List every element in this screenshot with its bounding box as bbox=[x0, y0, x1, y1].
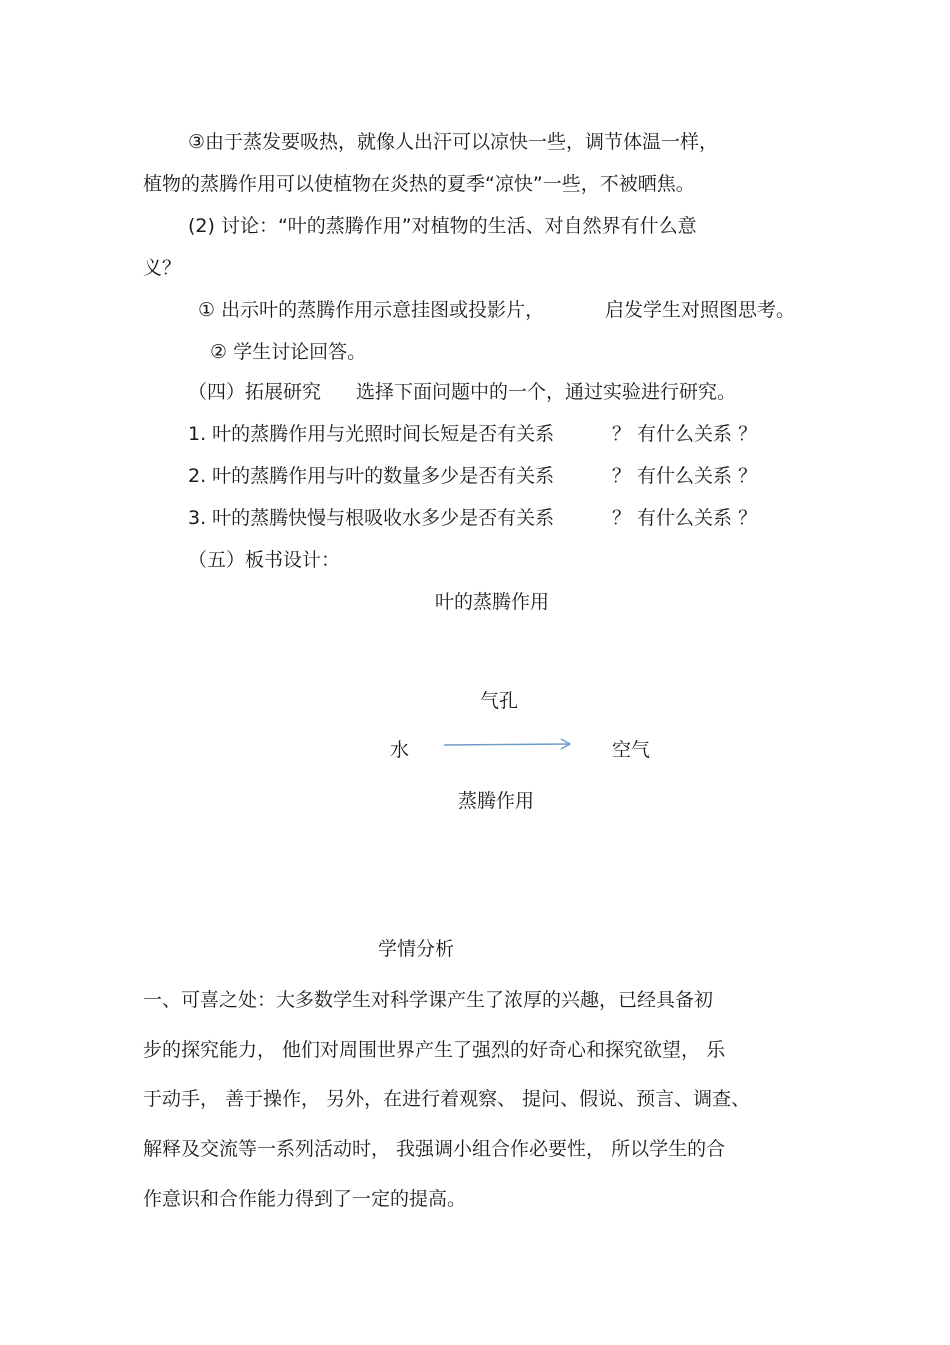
board-heading: （五）板书设计： bbox=[188, 549, 341, 571]
point3-line2: 植物的蒸腾作用可以使植物在炎热的夏季“凉快”一些，不被晒焦。 bbox=[143, 173, 695, 195]
discussion-sub1-tail: 启发学生对照图思考。 bbox=[605, 299, 796, 321]
analysis-line-4: 解释及交流等一系列活动时， 我强调小组合作必要性， 所以学生的合 bbox=[143, 1138, 726, 1160]
discussion-line2: 义？ bbox=[143, 257, 182, 279]
extension-item-2: 2. 叶的蒸腾作用与叶的数量多少是否有关系 bbox=[188, 465, 555, 487]
discussion-sub1: ① 出示叶的蒸腾作用示意挂图或投影片， bbox=[198, 299, 545, 321]
board-arrow-icon bbox=[440, 732, 580, 756]
analysis-title: 学情分析 bbox=[378, 938, 455, 960]
analysis-line-3: 于动手， 善于操作， 另外，在进行着观察、 提问、假说、预言、调查、 bbox=[143, 1088, 751, 1110]
board-left-label: 水 bbox=[390, 739, 410, 761]
discussion-line1: (2) 讨论：“叶的蒸腾作用”对植物的生活、对自然界有什么意 bbox=[188, 215, 697, 237]
extension-item-1: 1. 叶的蒸腾作用与光照时间长短是否有关系 bbox=[188, 423, 555, 445]
extension-heading: （四）拓展研究 bbox=[188, 381, 322, 403]
board-top-label: 气孔 bbox=[480, 690, 519, 712]
point3-line1: ③由于蒸发要吸热，就像人出汗可以凉快一些，调节体温一样， bbox=[188, 131, 719, 153]
board-title: 叶的蒸腾作用 bbox=[434, 591, 549, 613]
extension-item-1-follow: ？ 有什么关系 ？ bbox=[612, 423, 758, 445]
board-bottom-label: 蒸腾作用 bbox=[458, 790, 535, 812]
discussion-sub2: ② 学生讨论回答。 bbox=[210, 341, 367, 363]
extension-heading-tail: 选择下面问题中的一个，通过实验进行研究。 bbox=[356, 381, 737, 403]
extension-item-3: 3. 叶的蒸腾快慢与根吸收水多少是否有关系 bbox=[188, 507, 555, 529]
extension-item-2-follow: ？ 有什么关系 ？ bbox=[612, 465, 758, 487]
analysis-line-2: 步的探究能力， 他们对周围世界产生了强烈的好奇心和探究欲望， 乐 bbox=[143, 1039, 726, 1061]
analysis-line-1: 一、可喜之处：大多数学生对科学课产生了浓厚的兴趣，已经具备初 bbox=[143, 989, 714, 1011]
board-right-label: 空气 bbox=[612, 739, 651, 761]
extension-item-3-follow: ？ 有什么关系 ？ bbox=[612, 507, 758, 529]
analysis-line-5: 作意识和合作能力得到了一定的提高。 bbox=[143, 1188, 467, 1210]
